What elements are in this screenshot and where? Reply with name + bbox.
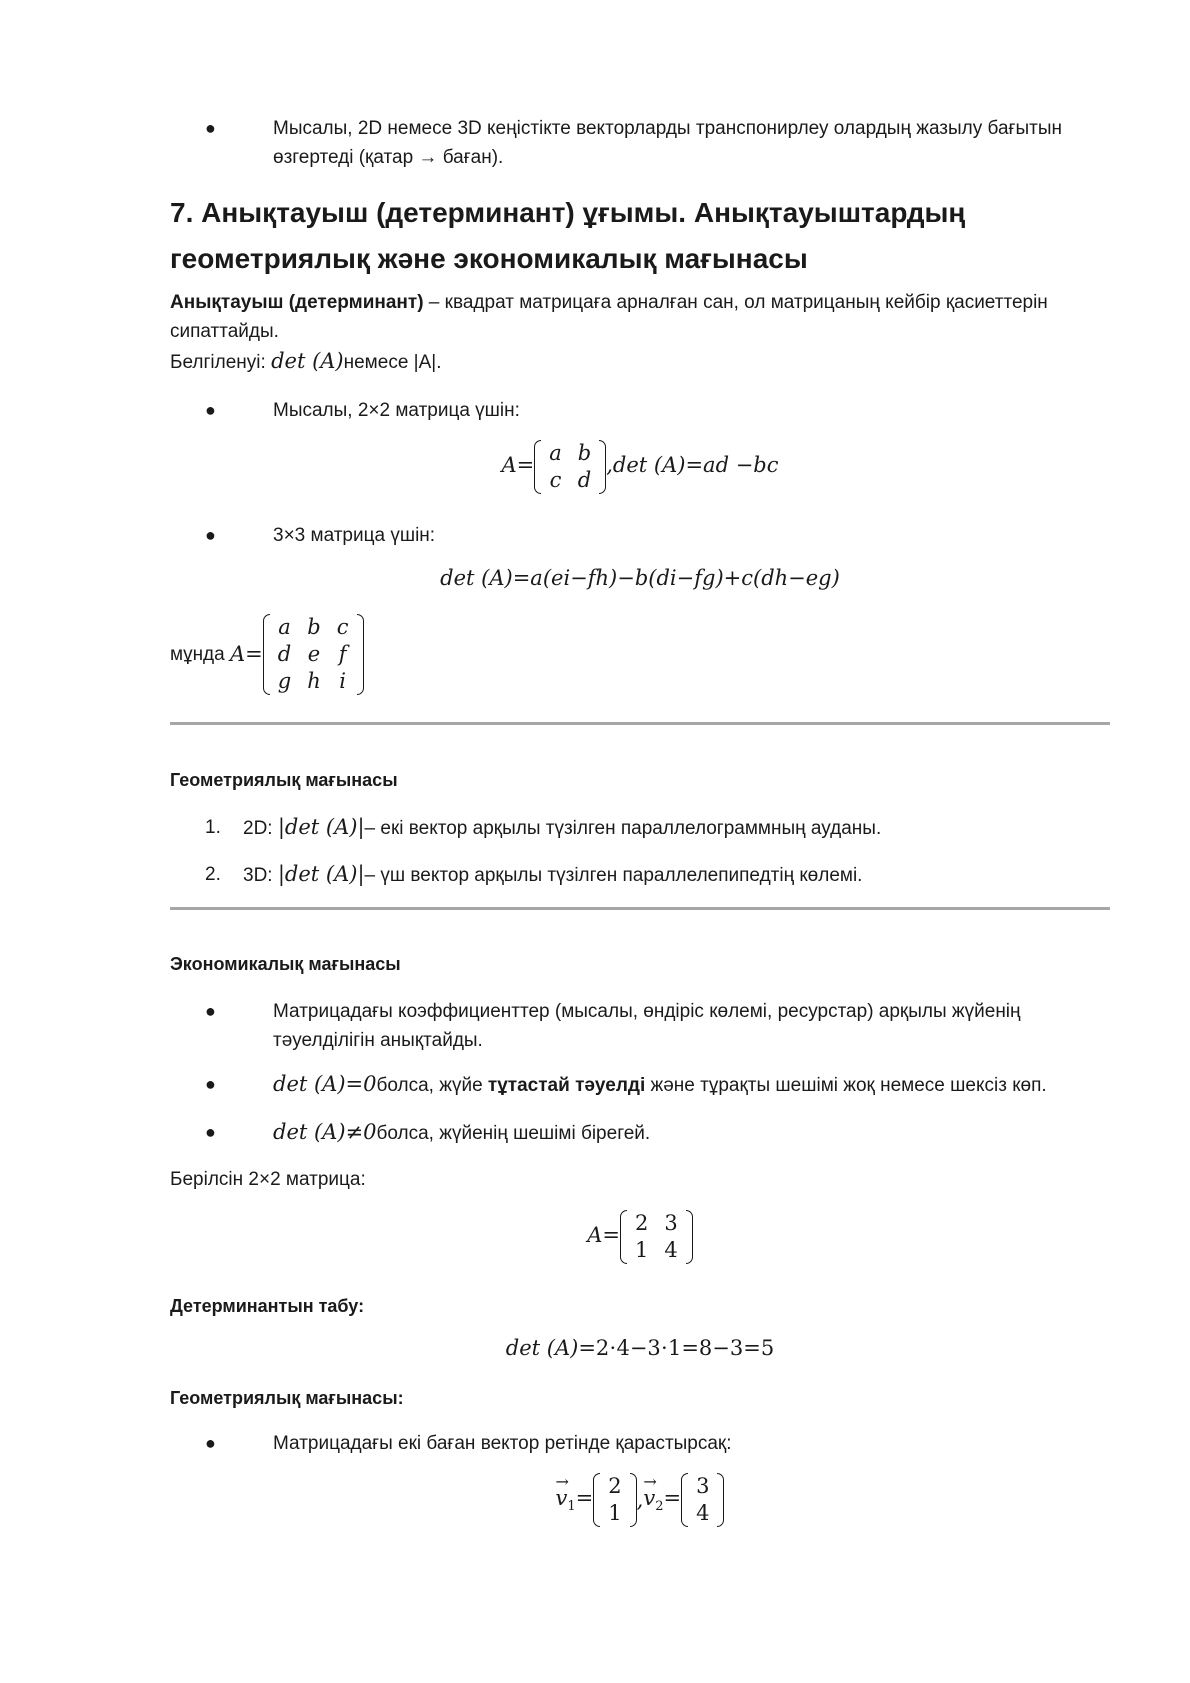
matrix-cell: 2: [608, 1474, 622, 1498]
matrix-row: [688, 1500, 717, 1527]
matrix-row: [600, 1500, 629, 1527]
item-prefix: 2D:: [243, 818, 278, 839]
matrix-row: [688, 1473, 717, 1500]
formula-lhs: A=: [501, 453, 535, 478]
v1-label: v → $_1$=: [555, 1471, 594, 1515]
notation-label: Белгіленуі:: [170, 352, 272, 373]
geo-heading-2: Геометриялық мағынасы:: [170, 1388, 404, 1408]
matrix-cell: 2: [635, 1211, 649, 1235]
matrix-cell: 4: [664, 1238, 678, 1262]
given-matrix: [620, 1210, 693, 1264]
notation-rest: немесе |A|.: [343, 352, 442, 373]
bullet-icon: ●: [205, 1001, 216, 1021]
item-text: болса, жүйе: [376, 1075, 488, 1096]
bullet-icon: ●: [205, 1433, 216, 1453]
item-prefix: 3D:: [243, 865, 278, 886]
bullet-icon: ●: [205, 1074, 216, 1094]
matrix-row: [270, 668, 357, 695]
v2-label: v → $_2$=: [643, 1471, 682, 1515]
det-calculation: [170, 1336, 1110, 1361]
det-calc-lhs: det (A): [505, 1336, 579, 1360]
list-item-text: Матрицадағы екі баған вектор ретінде қарастырсақ:: [273, 1433, 732, 1454]
matrix-cell: h: [307, 669, 321, 693]
list-item-text: Мысалы, 2D немесе 3D кеңістікте векторларды транспонирлеу олардың жазылу бағытын өзгертеді (қатар → баған).: [273, 118, 1062, 168]
matrix-cell: d: [577, 468, 592, 492]
bullet-icon: ●: [205, 1122, 216, 1142]
where-lhs: A=: [230, 642, 263, 666]
item-text: – үш вектор арқылы түзілген параллелепипедтің көлемі.: [364, 865, 863, 886]
list-item-text: Матрицадағы коэффициенттер (мысалы, өндіріс көлемі, ресурстар) арқылы жүйенің тәуелділігін анықтайды.: [273, 1001, 1021, 1051]
matrix-cell: 1: [635, 1238, 649, 1262]
abs-det-math: |det (A)|: [277, 815, 365, 839]
matrix-cell: f: [338, 642, 347, 666]
bullet-icon: ●: [205, 400, 216, 420]
list-item-text: 3×3 матрица үшін:: [273, 525, 436, 546]
matrix-row: [541, 440, 599, 467]
abs-det-math: |det (A)|: [277, 862, 365, 886]
matrix-cell: c: [549, 468, 562, 492]
notation-math: det (A): [271, 349, 344, 373]
matrix-cell: b: [577, 441, 592, 465]
divider: [170, 907, 1110, 910]
matrix-cell: g: [277, 669, 292, 693]
item-text: – екі вектор арқылы түзілген параллелограммның ауданы.: [364, 818, 882, 839]
geometric-heading: Геометриялық мағынасы: [170, 770, 398, 790]
vector-separator: ,: [636, 1488, 644, 1512]
formula-2x2: [170, 440, 1110, 494]
item-bold: тұтастай тәуелді: [487, 1075, 646, 1096]
definition-text: – квадрат матрицаға арналған сан, ол матрицаның кейбір қасиеттерін сипаттайды.: [170, 292, 1048, 342]
matrix-cell: 3: [696, 1474, 710, 1498]
matrix-cell: d: [277, 642, 292, 666]
matrix-cell: 4: [696, 1501, 710, 1525]
definition-paragraph: [170, 288, 1110, 346]
bullet-icon: ●: [205, 525, 216, 545]
divider: [170, 722, 1110, 725]
matrix-cell: 1: [608, 1501, 622, 1525]
matrix-cell: b: [307, 615, 321, 639]
where-line: [170, 614, 1110, 695]
matrix-row: [627, 1237, 686, 1264]
formula-3x3-expression: det (A)=a(ei−fh)−b(di−fg)+c(dh−eg): [440, 566, 840, 590]
matrix-row: [541, 467, 599, 494]
given-matrix-formula: [170, 1210, 1110, 1264]
bullet-icon: ●: [205, 118, 216, 138]
list-item-text: Мысалы, 2×2 матрица үшін:: [273, 400, 520, 421]
vector-v1: [593, 1473, 636, 1527]
economic-heading: Экономикалық мағынасы: [170, 954, 401, 974]
item-text: болса, жүйенің шешімі бірегей.: [376, 1123, 651, 1144]
matrix-3x3: [263, 614, 364, 695]
matrix-row: [270, 641, 357, 668]
find-heading: Детерминантын табу:: [170, 1296, 365, 1316]
item-text: және тұрақты шешімі жоқ немесе шексіз көп.: [645, 1075, 1047, 1096]
list-number: 1.: [205, 817, 221, 838]
matrix-row: [600, 1473, 629, 1500]
det-calc-rhs: =2⋅4−3⋅1=8−3=5: [578, 1336, 775, 1360]
matrix-2x2: [534, 440, 606, 494]
where-label: мұнда: [170, 644, 230, 665]
matrix-row: [270, 614, 357, 641]
matrix-cell: e: [307, 642, 321, 666]
formula-3x3: [170, 566, 1110, 591]
matrix-cell: a: [549, 441, 562, 465]
matrix-cell: 3: [664, 1211, 678, 1235]
given-lhs: A=: [587, 1223, 620, 1248]
section-title: 7. Анықтауыш (детерминант) ұғымы. Анықтауыштардың геометриялық және экономикалық мағынасы: [170, 197, 966, 274]
matrix-cell: i: [339, 669, 346, 693]
matrix-cell: a: [278, 615, 291, 639]
given-text: Берілсін 2×2 матрица:: [170, 1169, 366, 1190]
matrix-row: [627, 1210, 686, 1237]
list-number: 2.: [205, 864, 221, 885]
definition-term: Анықтауыш (детерминант): [170, 292, 424, 313]
matrix-cell: c: [336, 615, 349, 639]
det-nonzero-math: det (A)≠0: [273, 1120, 377, 1144]
notation-line: [170, 347, 1110, 377]
formula-rhs: ,det (A)=ad −bc: [606, 453, 779, 478]
det-zero-math: det (A)=0: [273, 1072, 377, 1096]
vector-v2: [681, 1473, 724, 1527]
vectors-formula: [170, 1473, 1110, 1527]
